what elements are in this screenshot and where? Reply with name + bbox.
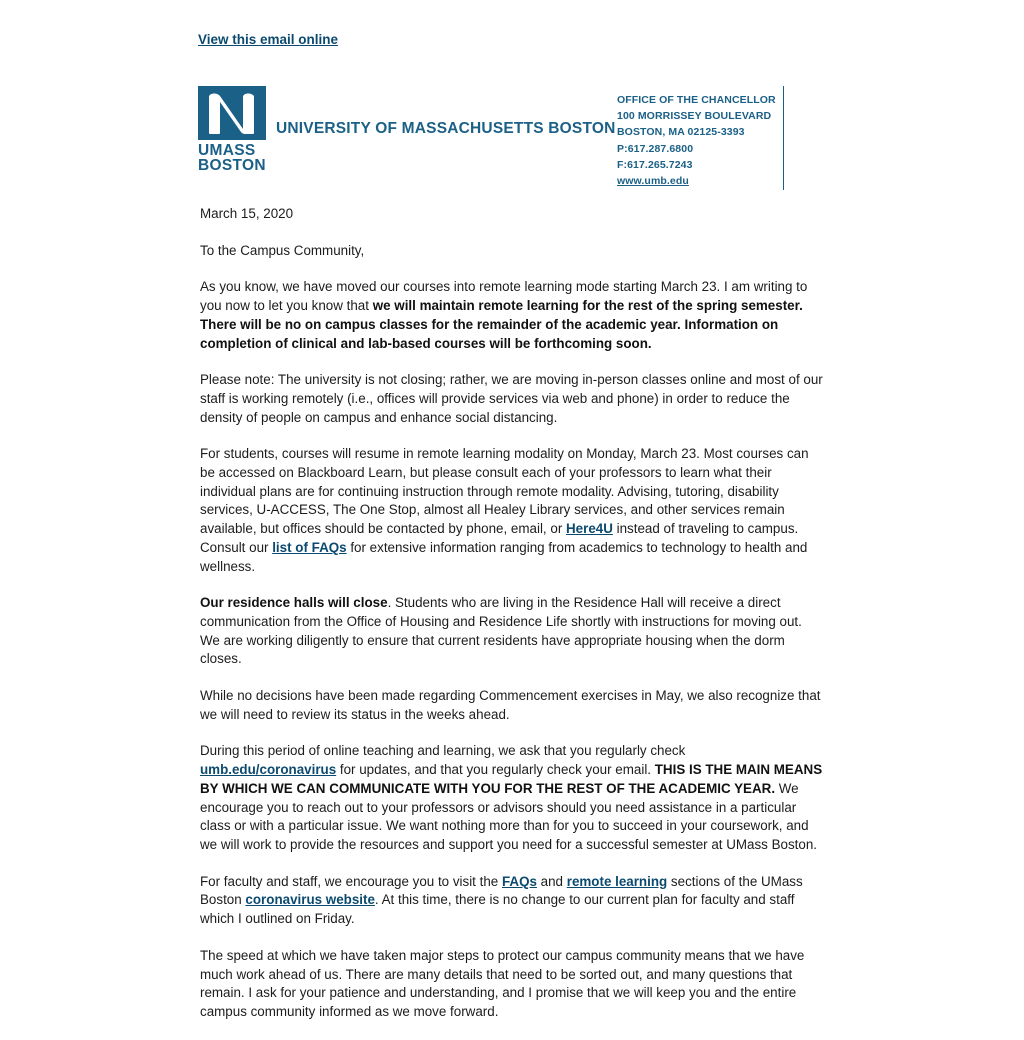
p7-text-d: . At this time, there is no change to our current plan for faculty and staff which I outlined on Friday. bbox=[200, 892, 795, 927]
p1-text-a: As you know, we have moved our courses into remote learning mode starting March 23. I am writing to you now to let you know that bbox=[200, 279, 808, 314]
p3-text-b: instead of traveling to campus. Consult our bbox=[200, 521, 799, 555]
letter-body bbox=[200, 205, 823, 1040]
header-divider bbox=[783, 86, 784, 190]
letter-date: March 15, 2020 bbox=[200, 206, 294, 221]
paragraph-please-note: Please note: The university is not closing; rather, we are moving in-person classes online and most of our staff is working remotely (i.e., offices will provide services via web and phone) in order to reduce the density of people on campus and enhance social distancing. bbox=[200, 372, 823, 425]
p6-text-b: for updates, and that you regularly check your email. bbox=[336, 762, 655, 778]
umass-boston-logo bbox=[198, 86, 268, 174]
contact-city: BOSTON, MA 02125-3393 bbox=[617, 126, 745, 139]
p6-text-bold: THIS IS THE MAIN MEANS BY WHICH WE CAN COMMUNICATE WITH YOU FOR THE REST OF THE ACADEMIC YEAR. bbox=[200, 762, 823, 796]
p7-text-b: and bbox=[536, 873, 567, 889]
umb-coronavirus-link[interactable]: umb.edu/coronavirus bbox=[200, 762, 337, 778]
logo-word-line2: BOSTON bbox=[198, 157, 266, 174]
logo-word-line1: UMASS bbox=[198, 142, 256, 159]
p6-text-c: We encourage you to reach out to your professors or advisors should you need assistance in a particular class or with a particular issue. We want nothing more than for you to succeed in your coursework, and we will work to provide the resources and support you need for a successful semester at UMass Boston. bbox=[200, 780, 818, 852]
list-of-faqs-link[interactable]: list of FAQs bbox=[272, 539, 347, 555]
university-name: UNIVERSITY OF MASSACHUSETTS BOSTON bbox=[276, 120, 616, 137]
paragraph-closing: The speed at which we have taken major steps to protect our campus community means that we have much work ahead of us. There are many details that need to be sorted out, and many questions that remain. I ask for your patience and understanding, and I promise that we will keep you and the entire campus community informed as we move forward. bbox=[200, 947, 805, 1019]
p4-text-a: . Students who are living in the Residence Hall will receive a direct communication from the Office of Housing and Residence Life shortly with instructions for moving out. We are working diligently to ensure that current residents have appropriate housing when the dorm closes. bbox=[200, 595, 802, 667]
contact-fax: F:617.265.7243 bbox=[617, 158, 693, 171]
paragraph-students bbox=[200, 445, 823, 576]
paragraph-commencement: While no decisions have been made regarding Commencement exercises in May, we also recognize that we will need to review its status in the weeks ahead. bbox=[200, 688, 821, 722]
paragraph-coronavirus-updates bbox=[200, 742, 823, 854]
p6-text-a: During this period of online teaching and learning, we ask that you regularly check bbox=[200, 743, 686, 759]
contact-office: OFFICE OF THE CHANCELLOR bbox=[617, 94, 776, 106]
contact-street: 100 MORRISSEY BOULEVARD bbox=[617, 110, 772, 123]
p3-text-a: For students, courses will resume in remote learning modality on Monday, March 23. Most courses can be accessed on Blackboard Learn, but please consult each of your professors to learn what their individual plans are for continuing instruction through remote modality. Advising, tutoring, disability services, U-ACCESS, The One Stop, almost all Healey Library services, and other services remain available, but offices should be contacted by phone, email, or bbox=[200, 446, 809, 537]
faqs-link[interactable]: FAQs bbox=[501, 873, 537, 889]
coronavirus-website-link[interactable]: coronavirus website bbox=[245, 892, 375, 908]
view-email-online-link[interactable]: View this email online bbox=[198, 32, 339, 47]
remote-learning-link[interactable]: remote learning bbox=[566, 873, 668, 889]
logo-wordmark bbox=[198, 143, 268, 173]
p4-text-bold: Our residence halls will close bbox=[200, 595, 388, 611]
p7-text-c: sections of the UMass Boston bbox=[200, 873, 803, 908]
paragraph-residence-halls bbox=[200, 594, 823, 669]
contact-phone: P:617.287.6800 bbox=[617, 142, 694, 155]
chancellor-office-contact bbox=[617, 92, 776, 189]
here4u-link[interactable]: Here4U bbox=[566, 521, 613, 537]
umass-swoosh-icon bbox=[207, 91, 257, 135]
letter-salutation: To the Campus Community, bbox=[200, 242, 365, 258]
paragraph-remote-learning bbox=[200, 278, 823, 353]
logo-mark bbox=[198, 86, 266, 140]
email-header bbox=[198, 86, 826, 190]
contact-website-link[interactable]: www.umb.edu bbox=[617, 175, 689, 188]
p3-text-c: for extensive information ranging from academics to technology to health and wellness. bbox=[200, 539, 808, 574]
paragraph-faculty-staff bbox=[200, 873, 823, 929]
p1-text-bold: we will maintain remote learning for the rest of the spring semester. There will be no on campus classes for the remainder of the academic year. Information on completion of clinical and lab-based courses will be forthcoming soon. bbox=[200, 298, 803, 351]
p7-text-a: For faculty and staff, we encourage you to visit the bbox=[200, 873, 502, 889]
